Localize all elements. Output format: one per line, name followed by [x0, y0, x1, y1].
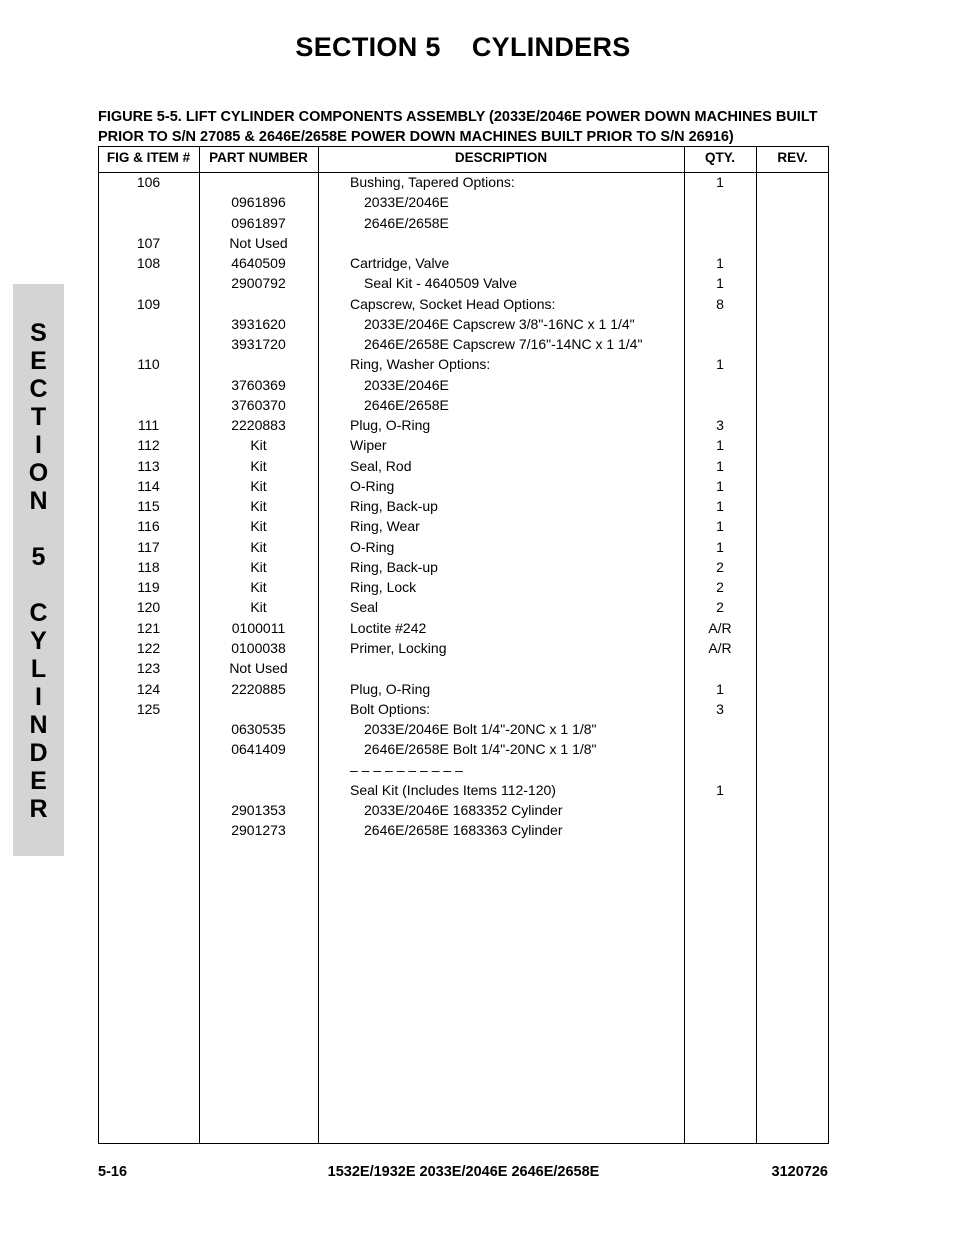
- description-cell: Wiper: [350, 437, 387, 454]
- item-number-cell: 111: [137, 417, 160, 434]
- part-number-cell: Kit: [250, 599, 267, 616]
- part-number-cell: Not Used: [229, 660, 288, 677]
- item-number-cell: 109: [136, 295, 161, 312]
- part-number-cell: Kit: [250, 518, 267, 535]
- quantity-cell: 1: [716, 781, 724, 798]
- side-tab-letter: T: [30, 403, 47, 431]
- part-number-cell: 0100038: [231, 639, 286, 656]
- table-row: [98, 660, 829, 680]
- side-tab-letter: O: [28, 459, 49, 487]
- part-number-cell: 0100011: [231, 619, 286, 636]
- item-number-cell: 120: [136, 599, 161, 616]
- part-number-cell: Not Used: [229, 234, 288, 251]
- table-row: [98, 215, 829, 235]
- description-cell: Primer, Locking: [350, 639, 447, 656]
- side-tab-letter: C: [29, 375, 48, 403]
- footer-models: 1532E/1932E 2033E/2046E 2646E/2658E: [327, 1164, 600, 1180]
- description-cell: Seal, Rod: [350, 457, 412, 474]
- figure-caption: FIGURE 5-5. LIFT CYLINDER COMPONENTS ASSEMBLY (2033E/2046E POWER DOWN MACHINES BUILT PRIOR TO S/N 27085 & 2646E/2658E POWER DOWN MACHINES BUILT PRIOR TO S/N 26916): [98, 109, 818, 145]
- table-row: [98, 498, 829, 518]
- description-cell: 2646E/2658E 1683363 Cylinder: [364, 822, 563, 839]
- header-divider: [98, 172, 829, 173]
- item-number-cell: 117: [137, 538, 160, 555]
- item-number-cell: 114: [137, 477, 160, 494]
- item-number-cell: 124: [136, 680, 161, 697]
- part-number-cell: 3760369: [231, 376, 286, 393]
- side-tab-letter: N: [29, 711, 48, 739]
- item-number-cell: 116: [137, 518, 160, 535]
- quantity-cell: 2: [716, 599, 724, 616]
- description-cell: 2646E/2658E: [364, 214, 449, 231]
- quantity-cell: 1: [716, 498, 724, 515]
- quantity-cell: 1: [716, 174, 724, 190]
- item-number-cell: 106: [136, 174, 161, 190]
- quantity-cell: 1: [716, 538, 724, 555]
- table-row: [98, 174, 829, 194]
- description-cell: Cartridge, Valve: [350, 255, 450, 272]
- side-tab-letter: S: [30, 319, 47, 347]
- side-tab-letter: C: [29, 599, 48, 627]
- side-tab-letter: Y: [30, 627, 47, 655]
- description-cell: Ring, Washer Options:: [350, 356, 491, 373]
- table-row: [98, 194, 829, 214]
- quantity-cell: 1: [716, 437, 724, 454]
- item-number-cell: 121: [136, 619, 161, 636]
- section-title: SECTION 5 CYLINDERS: [295, 32, 631, 62]
- part-number-cell: 2220885: [231, 680, 286, 697]
- description-cell: Ring, Back-up: [350, 558, 438, 575]
- table-row: [98, 377, 829, 397]
- side-tab-letter: I: [35, 683, 42, 711]
- table-row: [98, 235, 829, 255]
- item-number-cell: 112: [137, 437, 160, 454]
- part-number-cell: Kit: [250, 558, 267, 575]
- section-side-tab: [13, 284, 64, 856]
- description-cell: Bushing, Tapered Options:: [350, 174, 515, 190]
- quantity-cell: 1: [716, 275, 724, 292]
- description-cell: Bolt Options:: [350, 700, 431, 717]
- side-tab-letter: 5: [31, 543, 46, 571]
- page-number: 5-16: [98, 1164, 128, 1180]
- table-row: [98, 579, 829, 599]
- side-tab-letter: D: [29, 739, 48, 767]
- item-number-cell: 108: [136, 255, 161, 272]
- side-tab-letter: L: [30, 655, 47, 683]
- part-number-cell: 2901353: [231, 802, 286, 819]
- part-number-cell: Kit: [250, 437, 267, 454]
- description-cell: 2033E/2046E 1683352 Cylinder: [364, 802, 563, 819]
- description-cell: 2646E/2658E Capscrew 7/16"-14NC x 1 1/4": [364, 336, 643, 353]
- description-cell: Ring, Wear: [350, 518, 420, 535]
- description-cell: Plug, O-Ring: [350, 680, 431, 697]
- description-cell: Loctite #242: [350, 619, 427, 636]
- table-row: [98, 782, 829, 802]
- part-number-cell: Kit: [250, 457, 267, 474]
- table-row: [98, 539, 829, 559]
- header-item: FIG & ITEM #: [106, 150, 191, 165]
- side-tab-letter: E: [30, 767, 47, 795]
- table-row: [98, 437, 829, 457]
- part-number-cell: 3931720: [231, 336, 286, 353]
- quantity-cell: 1: [716, 477, 724, 494]
- part-number-cell: 2220883: [231, 417, 286, 434]
- item-number-cell: 119: [137, 579, 160, 596]
- part-number-cell: 3760370: [231, 396, 286, 413]
- quantity-cell: 8: [716, 295, 724, 312]
- description-cell: O-Ring: [350, 477, 395, 494]
- part-number-cell: Kit: [250, 498, 267, 515]
- item-number-cell: 113: [137, 457, 160, 474]
- quantity-cell: A/R: [708, 619, 732, 636]
- description-cell: 2033E/2046E: [364, 376, 449, 393]
- table-row: [98, 701, 829, 721]
- table-row: [98, 681, 829, 701]
- side-tab-letter: R: [29, 795, 48, 823]
- table-row: [98, 599, 829, 619]
- part-number-cell: Kit: [250, 538, 267, 555]
- part-number-cell: 0641409: [231, 741, 286, 758]
- description-cell: 2033E/2046E Bolt 1/4"-20NC x 1 1/8": [364, 721, 597, 738]
- side-tab-letter: I: [35, 431, 42, 459]
- header-rev: REV.: [777, 150, 808, 165]
- item-number-cell: 122: [136, 639, 161, 656]
- description-cell: Seal: [350, 599, 379, 616]
- quantity-cell: 2: [716, 558, 724, 575]
- table-row: [98, 417, 829, 437]
- table-row: [98, 336, 829, 356]
- description-cell: 2033E/2046E: [364, 194, 449, 211]
- table-row: [98, 802, 829, 822]
- table-row: [98, 822, 829, 842]
- part-number-cell: 0961897: [231, 214, 286, 231]
- quantity-cell: 2: [716, 579, 724, 596]
- header-description: DESCRIPTION: [454, 150, 548, 165]
- part-number-cell: Kit: [250, 579, 267, 596]
- header-part-number: PART NUMBER: [209, 150, 308, 165]
- table-row: [98, 559, 829, 579]
- quantity-cell: 1: [716, 518, 724, 535]
- table-row: [98, 721, 829, 741]
- description-cell: Ring, Back-up: [350, 498, 438, 515]
- side-tab-letter: N: [29, 487, 48, 515]
- quantity-cell: A/R: [708, 639, 732, 656]
- part-number-cell: 0961896: [231, 194, 286, 211]
- description-cell: 2646E/2658E Bolt 1/4"-20NC x 1 1/8": [364, 741, 597, 758]
- item-number-cell: 115: [137, 498, 160, 515]
- item-number-cell: 118: [137, 558, 160, 575]
- table-row: [98, 296, 829, 316]
- table-row: [98, 741, 829, 761]
- table-row: [98, 356, 829, 376]
- quantity-cell: 1: [716, 457, 724, 474]
- quantity-cell: 1: [716, 356, 724, 373]
- part-number-cell: Kit: [250, 477, 267, 494]
- description-cell: Seal Kit - 4640509 Valve: [364, 275, 518, 292]
- table-row: [98, 275, 829, 295]
- description-cell: Seal Kit (Includes Items 112-120): [350, 781, 556, 798]
- table-row: [98, 316, 829, 336]
- table-row: [98, 620, 829, 640]
- header-qty: QTY.: [704, 150, 735, 165]
- part-number-cell: 4640509: [231, 255, 286, 272]
- quantity-cell: 3: [716, 417, 724, 434]
- quantity-cell: 1: [716, 255, 724, 272]
- description-cell: Capscrew, Socket Head Options:: [350, 295, 556, 312]
- table-row: [98, 518, 829, 538]
- part-number-cell: 2901273: [231, 822, 286, 839]
- item-number-cell: 125: [136, 700, 161, 717]
- table-row: [98, 640, 829, 660]
- item-number-cell: 110: [137, 356, 160, 373]
- part-number-cell: 0630535: [231, 721, 286, 738]
- item-number-cell: 123: [136, 660, 161, 677]
- table-row: [98, 255, 829, 275]
- description-cell: 2646E/2658E: [364, 396, 449, 413]
- part-number-cell: 3931620: [231, 315, 286, 332]
- table-row: [98, 762, 829, 782]
- description-cell: O-Ring: [350, 538, 395, 555]
- quantity-cell: 1: [716, 680, 724, 697]
- part-number-cell: 2900792: [231, 275, 286, 292]
- description-cell: Plug, O-Ring: [350, 417, 431, 434]
- quantity-cell: 3: [716, 700, 724, 717]
- side-tab-letter: E: [30, 347, 47, 375]
- table-row: [98, 478, 829, 498]
- description-cell: – – – – – – – – – –: [350, 761, 463, 778]
- description-cell: Ring, Lock: [350, 579, 417, 596]
- table-row: [98, 397, 829, 417]
- item-number-cell: 107: [136, 234, 161, 251]
- document-number: 3120726: [771, 1164, 828, 1180]
- table-row: [98, 458, 829, 478]
- description-cell: 2033E/2046E Capscrew 3/8"-16NC x 1 1/4": [364, 315, 635, 332]
